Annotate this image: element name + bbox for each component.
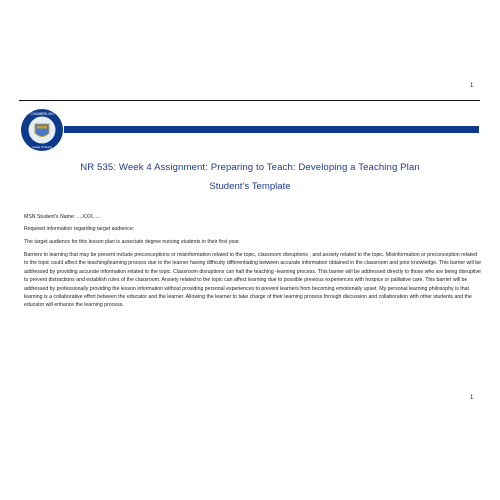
logo-text: CHAMBERLAIN <box>30 112 54 117</box>
logo-subtext: College of Nursing <box>32 146 52 149</box>
page-number-top: 1 <box>470 83 474 89</box>
page-number-bottom: 1 <box>470 395 474 401</box>
student-name-line: MSN Student’s Name: ....XXX..... <box>24 214 101 220</box>
header-band <box>64 126 479 133</box>
document-subtitle: Student’s Template <box>209 181 291 192</box>
document-title: NR 535: Week 4 Assignment: Preparing to Teach: Developing a Teaching Plan <box>80 162 420 173</box>
required-info-line: Required information regarding target audience: <box>24 226 135 232</box>
barriers-paragraph: Barriers to learning that may be present include preconceptions or misinformation related to the topic, classroom disruptions , and anxiety related to the topic. Misinformation or preconception related to the topic could affect the teaching/learning process due to the learner having difficulty differentiating between accurate information obtained in the classroom and prior knowledge. This barrier will be addressed by providing accurate information related to the topic. Classroom disruptions can halt the teaching -learning process. This barrier will be addressed directly to those who are being disruptive to prevent distractions and establish rules of the classroom. Anxiety related to the topic can affect learning due to possible previous experiences with hospice or palliative care. This barrier will be addressed by professionally providing the lesson information without providing personal experiences to prevent learners from becoming emotionally upset. My personal learning philosophy is that learning is a collaborative effort between the educator and the learner. Allowing the learner to take charge of their learning process through discussion and collaboration with other students and the educator will enhance the learning process. <box>24 252 481 309</box>
chamberlain-logo <box>20 108 64 152</box>
target-audience-line: The target audience for this lesson plan is associate degree nursing students in their first year. <box>24 239 240 245</box>
header-rule <box>19 100 480 101</box>
